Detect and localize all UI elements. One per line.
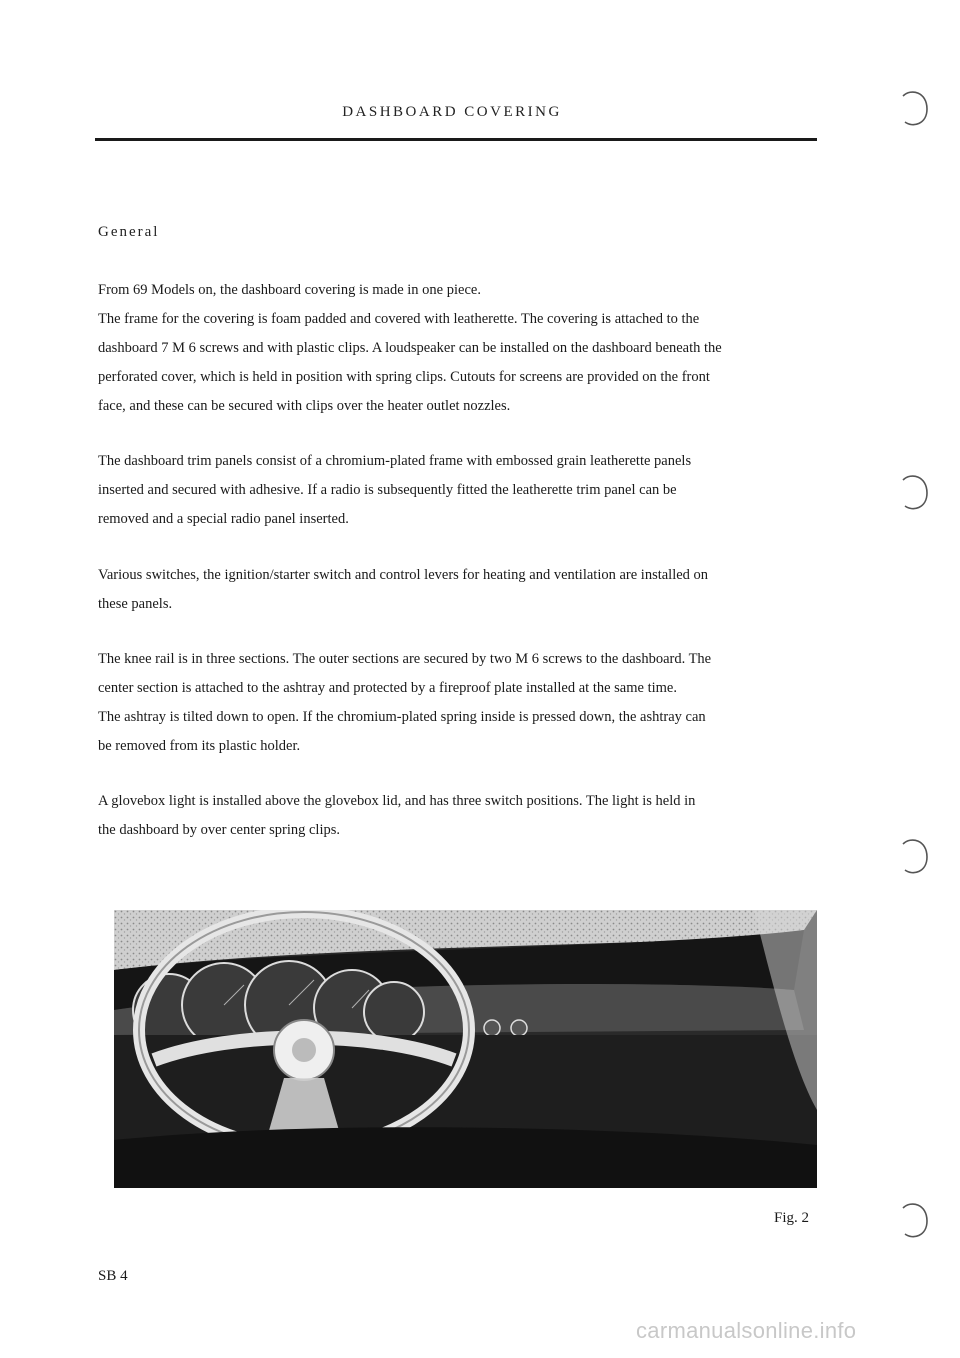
body-line: Various switches, the ignition/starter switch and control levers for heating and ventilation are installed on [98, 567, 709, 583]
body-line: face, and these can be secured with clips over the heater outlet nozzles. [98, 398, 511, 414]
section-heading: General [98, 224, 160, 240]
body-line: inserted and secured with adhesive. If a radio is subsequently fitted the leatherette trim panel can be [98, 482, 677, 498]
binder-hole-icon [897, 472, 931, 514]
body-line: these panels. [98, 596, 173, 612]
page-code: SB 4 [98, 1268, 128, 1284]
body-line: The knee rail is in three sections. The outer sections are secured by two M 6 screws to the dashboard. The [98, 651, 712, 667]
page-header-title: DASHBOARD COVERING [342, 104, 562, 120]
body-line: be removed from its plastic holder. [98, 738, 301, 754]
binder-hole-icon [897, 1200, 931, 1242]
body-line: A glovebox light is installed above the glovebox lid, and has three switch positions. The light is held in [98, 793, 696, 809]
body-line: center section is attached to the ashtray and protected by a fireproof plate installed at the same time. [98, 680, 677, 696]
figure-caption: Fig. 2 [774, 1210, 810, 1226]
header-rule [95, 138, 817, 141]
body-line: The frame for the covering is foam padded and covered with leatherette. The covering is attached to the [98, 311, 700, 327]
body-line: The dashboard trim panels consist of a chromium-plated frame with embossed grain leatherette panels [98, 453, 692, 469]
body-line: perforated cover, which is held in position with spring clips. Cutouts for screens are provided on the front [98, 369, 710, 385]
dashboard-photo [114, 910, 817, 1188]
binder-hole-icon [897, 88, 931, 130]
watermark: carmanualsonline.info [636, 1318, 857, 1343]
body-line: the dashboard by over center spring clips. [98, 822, 340, 838]
body-line: dashboard 7 M 6 screws and with plastic clips. A loudspeaker can be installed on the dashboard beneath the [98, 340, 722, 356]
body-line: The ashtray is tilted down to open. If the chromium-plated spring inside is pressed down, the ashtray can [98, 709, 706, 725]
binder-hole-icon [897, 836, 931, 878]
body-line: removed and a special radio panel inserted. [98, 511, 349, 527]
body-line: From 69 Models on, the dashboard covering is made in one piece. [98, 282, 481, 298]
